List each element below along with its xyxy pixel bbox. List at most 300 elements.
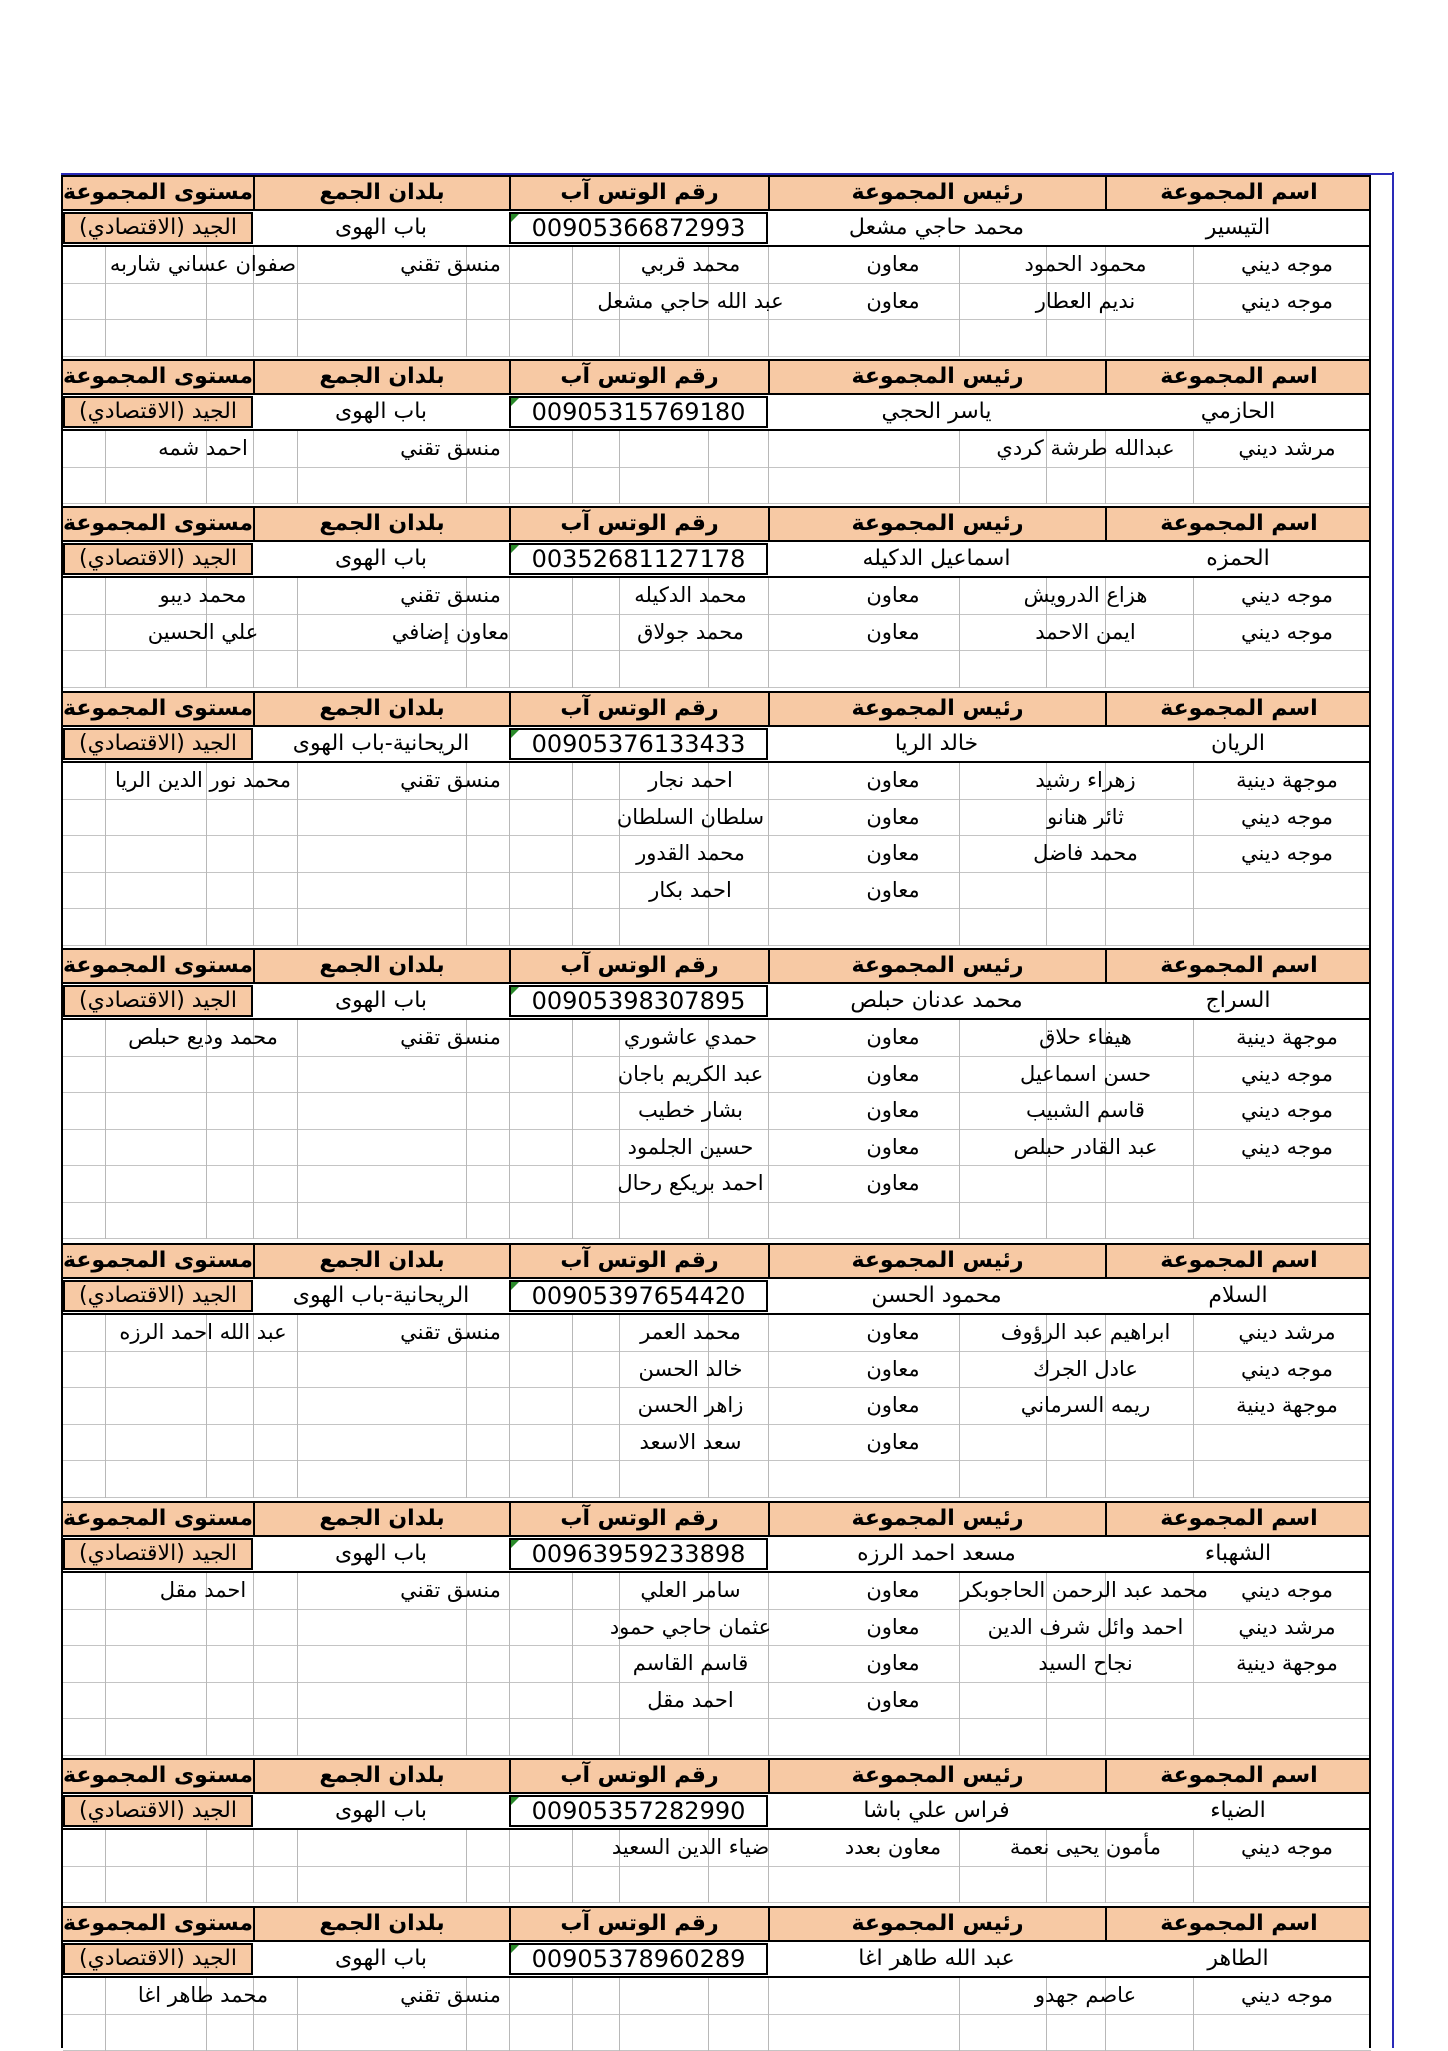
group-level: الجيد (الاقتصادي) [63,1943,253,1975]
assistant-name: احمد نجار [648,768,733,792]
group-main-row [63,1794,1371,1830]
assistant-role: معاون [866,1025,920,1049]
whatsapp-number-text: 00352681127178 [531,545,746,573]
staff-role: موجه ديني [1240,1134,1334,1159]
group-name: الحمزه [1206,546,1270,571]
coordinator-role [343,1093,558,1129]
staff-row [63,1425,1371,1461]
header-level: مستوى المجموعة [63,364,253,389]
assistant-name: محمد قربي [640,252,741,276]
assistant-name: محمد الدكيله [634,583,747,607]
staff-name [963,873,1208,909]
group-header-row [63,1906,1371,1942]
cell-comment-marker [511,214,519,222]
assistant-name: حسين الجلمود [627,1134,754,1159]
grid-line [63,1497,1371,1498]
group-header-row [63,506,1371,542]
header-location: بلدان الجمع [253,693,509,725]
header-whatsapp: رقم الوتس آب [509,177,768,209]
coordinator-name [63,1166,343,1202]
assistant-name: احمد بكار [649,877,732,902]
coordinator-name [63,1610,343,1646]
assistant-role: معاون [866,1061,920,1086]
whatsapp-number-text: 00905378960289 [531,1945,746,1973]
group-block [63,506,1371,688]
staff-name: ايمن الاحمد [1035,619,1136,644]
group-leader: عبد الله طاهر اغا [858,1946,1015,1971]
assistant-role: معاون [866,619,920,644]
group-block [63,691,1371,946]
header-whatsapp: رقم الوتس آب [509,1245,768,1277]
assistant-name: حمدي عاشوري [623,1025,758,1049]
staff-name: هزاع الدرويش [1023,583,1148,607]
group-level: الجيد (الاقتصادي) [63,1795,253,1827]
staff-row [63,1020,1371,1056]
header-group-name: اسم المجموعة [1105,508,1371,540]
header-group-name: اسم المجموعة [1105,1908,1371,1940]
group-main-row [63,1279,1371,1315]
group-level: الجيد (الاقتصادي) [63,396,253,428]
staff-row [63,615,1371,651]
header-level: مستوى المجموعة [63,696,253,721]
staff-role: موجهة دينية [1236,1393,1338,1417]
group-name: الطاهر [1207,1946,1269,1971]
header-whatsapp: رقم الوتس آب [509,1760,768,1792]
whatsapp-number[interactable] [509,1280,768,1312]
group-header-row [63,948,1371,984]
header-location: بلدان الجمع [253,1503,509,1535]
group-block [63,1243,1371,1498]
group-name: السلام [1208,1283,1268,1308]
staff-role: موجه ديني [1240,288,1334,313]
staff-role [1203,1166,1371,1202]
coordinator-name [63,1683,343,1719]
staff-row [63,1093,1371,1129]
coordinator-name [63,836,343,872]
assistant-name [558,431,823,467]
group-leader: فراس علي باشا [863,1798,1010,1823]
assistant-role: معاون [866,768,920,792]
whatsapp-number[interactable] [509,1795,768,1827]
header-group-name: اسم المجموعة [1105,950,1371,982]
group-header-row [63,691,1371,727]
coordinator-role [343,1057,558,1093]
staff-row [63,1315,1371,1351]
group-header-row [63,359,1371,395]
grid-line [63,687,1371,688]
group-main-row [63,984,1371,1020]
header-leader: رئيس المجموعة [768,1760,1105,1792]
staff-role: موجه ديني [1240,619,1334,644]
staff-role [1203,1425,1371,1461]
group-leader: محمود الحسن [871,1283,1002,1308]
grid-line [63,503,1371,504]
staff-name: حسن اسماعيل [1019,1061,1152,1086]
coordinator-role [343,1352,558,1388]
group-block [63,1758,1371,1903]
group-name: التيسير [1205,215,1271,240]
whatsapp-number-text: 00905357282990 [531,1797,746,1825]
header-whatsapp: رقم الوتس آب [509,1908,768,1940]
coordinator-role [343,1830,558,1866]
assistant-role: معاون [866,1687,920,1712]
header-group-name: اسم المجموعة [1105,1503,1371,1535]
group-leader: خالد الريا [894,731,979,756]
grid-line [63,1902,1371,1903]
assistant-role: معاون [866,1098,920,1122]
whatsapp-number[interactable] [509,985,768,1017]
pickup-location: الريحانية-باب الهوى [292,1283,470,1308]
assistant-role: معاون [866,804,920,829]
assistant-name: عبد الله حاجي مشعل [597,288,784,313]
pickup-location: باب الهوى [334,1946,428,1971]
assistant-role: معاون [866,841,920,865]
cell-comment-marker [511,987,519,995]
header-leader: رئيس المجموعة [768,693,1105,725]
coordinator-name: محمد وديع حبلص [128,1025,278,1049]
coordinator-role: منسق تقني [400,583,501,607]
coordinator-role: منسق تقني [400,1025,501,1049]
staff-name [963,1166,1208,1202]
assistant-role: معاون [866,288,920,313]
group-leader: ياسر الحجي [881,399,992,424]
coordinator-role [343,1388,558,1424]
assistant-role: معاون [866,1429,920,1454]
coordinator-name [63,284,343,320]
staff-name: نجاح السيد [1038,1651,1133,1675]
coordinator-role [343,1646,558,1682]
group-main-row [63,211,1371,247]
assistant-name: خالد الحسن [638,1356,743,1381]
pickup-location: الريحانية-باب الهوى [292,731,470,756]
coordinator-role [343,1610,558,1646]
header-group-name: اسم المجموعة [1105,1760,1371,1792]
group-level: الجيد (الاقتصادي) [63,1280,253,1312]
whatsapp-number-text: 00905398307895 [531,987,746,1015]
assistant-role: معاون [866,1171,920,1195]
group-main-row [63,542,1371,578]
coordinator-name: صفوان عساني شاربه [109,252,297,276]
staff-name: محمد عبد الرحمن الحاجوبكر [960,1578,1208,1602]
header-location: بلدان الجمع [253,1245,509,1277]
whatsapp-number[interactable] [509,1538,768,1570]
staff-role [1203,873,1371,909]
coordinator-name: احمد شمه [158,436,248,460]
whatsapp-number-text: 00905366872993 [531,214,746,242]
group-main-row [63,1942,1371,1978]
coordinator-name [63,1388,343,1424]
header-level: مستوى المجموعة [63,1911,253,1936]
header-group-name: اسم المجموعة [1105,361,1371,393]
group-block [63,359,1371,504]
header-location: بلدان الجمع [253,950,509,982]
coordinator-role [343,1425,558,1461]
staff-name: عبدالله طرشة كردي [996,436,1175,460]
staff-role: موجه ديني [1240,1835,1334,1859]
coordinator-name: محمد ديبو [159,583,247,607]
staff-name: عبد القادر حبلص [1013,1134,1158,1159]
whatsapp-number-text: 00905376133433 [531,730,746,758]
header-location: بلدان الجمع [253,361,509,393]
assistant-name: سعد الاسعد [639,1429,742,1454]
assistant-name [558,1978,823,2014]
header-leader: رئيس المجموعة [768,1908,1105,1940]
staff-name: احمد وائل شرف الدين [987,1614,1184,1639]
pickup-location: باب الهوى [334,546,428,571]
staff-name: عادل الجرك [1033,1356,1138,1381]
group-block [63,1501,1371,1756]
assistant-name: سامر العلي [640,1578,741,1602]
assistant-name: زاهر الحسن [637,1393,744,1417]
coordinator-name: محمد نور الدين الريا [115,768,291,792]
coordinator-role [343,836,558,872]
group-block [63,175,1371,357]
group-leader: محمد عدنان حبلص [850,988,1023,1013]
staff-row [63,247,1371,283]
group-name: الريان [1211,731,1265,756]
staff-role: موجه ديني [1240,1356,1334,1381]
pickup-location: باب الهوى [334,215,428,240]
coordinator-role [343,1166,558,1202]
staff-row [63,1388,1371,1424]
header-location: بلدان الجمع [253,508,509,540]
header-level: مستوى المجموعة [63,1248,253,1273]
staff-role: مرشد ديني [1238,1614,1336,1639]
whatsapp-number[interactable] [509,1943,768,1975]
staff-name: هيفاء حلاق [1039,1025,1132,1049]
staff-name: محمد فاضل [1033,841,1138,865]
staff-row [63,1610,1371,1646]
assistant-role: معاون [866,1651,920,1675]
grid-line [63,1755,1371,1756]
assistant-name: محمد جولاق [637,619,744,644]
staff-row [63,1646,1371,1682]
assistant-role: معاون [866,1614,920,1639]
group-main-row [63,727,1371,763]
group-level: الجيد (الاقتصادي) [63,212,253,244]
assistant-name: قاسم القاسم [632,1651,749,1675]
staff-row [63,1352,1371,1388]
header-leader: رئيس المجموعة [768,1245,1105,1277]
staff-row [63,763,1371,799]
staff-name: زهراء رشيد [1035,768,1136,792]
staff-role: مرشد ديني [1238,1320,1336,1344]
staff-row [63,1830,1371,1866]
cell-comment-marker [511,1797,519,1805]
assistant-role: معاون [866,1578,920,1602]
staff-row [63,1683,1371,1719]
header-leader: رئيس المجموعة [768,361,1105,393]
coordinator-role: منسق تقني [400,1983,501,2007]
staff-row [63,800,1371,836]
header-group-name: اسم المجموعة [1105,693,1371,725]
coordinator-name [63,1646,343,1682]
header-group-name: اسم المجموعة [1105,1245,1371,1277]
assistant-name: بشار خطيب [638,1098,743,1122]
header-level: مستوى المجموعة [63,180,253,205]
header-whatsapp: رقم الوتس آب [509,693,768,725]
header-level: مستوى المجموعة [63,953,253,978]
staff-role: موجه ديني [1240,841,1334,865]
coordinator-name [63,873,343,909]
coordinator-name [63,1425,343,1461]
assistant-role: معاون [866,1393,920,1417]
staff-role: مرشد ديني [1238,436,1336,460]
header-leader: رئيس المجموعة [768,177,1105,209]
cell-comment-marker [511,1945,519,1953]
group-level: الجيد (الاقتصادي) [63,1538,253,1570]
coordinator-name [63,800,343,836]
coordinator-role: منسق تقني [400,1320,501,1344]
grid-line [63,945,1371,946]
coordinator-name: عبد الله احمد الرزه [119,1320,287,1344]
staff-role: موجه ديني [1240,1098,1334,1122]
staff-name: ريمه السرماني [1020,1393,1151,1417]
assistant-role: معاون [866,1134,920,1159]
group-header-row [63,1243,1371,1279]
staff-role: موجهة دينية [1236,768,1338,792]
staff-role: موجه ديني [1240,804,1334,829]
whatsapp-number-text: 00905397654420 [531,1282,746,1310]
coordinator-role: منسق تقني [400,1578,501,1602]
coordinator-name: محمد طاهر اغا [137,1983,269,2007]
coordinator-name [63,1093,343,1129]
group-level: الجيد (الاقتصادي) [63,728,253,760]
staff-row [63,873,1371,909]
header-whatsapp: رقم الوتس آب [509,508,768,540]
staff-row [63,1978,1371,2014]
assistant-name: عثمان حاجي حمود [609,1614,772,1639]
coordinator-name: علي الحسين [147,619,259,644]
pickup-location: باب الهوى [334,988,428,1013]
whatsapp-number-text: 00963959233898 [531,1540,746,1568]
grid-line [63,356,1371,357]
cell-comment-marker [511,398,519,406]
cell-comment-marker [511,730,519,738]
assistant-name: عبد الكريم باجان [617,1061,764,1086]
staff-role: موجه ديني [1240,1061,1334,1086]
group-name: السراج [1205,988,1271,1013]
staff-row [63,431,1371,467]
staff-name: محمود الحمود [1024,252,1147,276]
staff-role: موجهة دينية [1236,1651,1338,1675]
cell-comment-marker [511,1540,519,1548]
coordinator-role [343,1130,558,1166]
assistant-name: احمد مقل [647,1687,734,1712]
coordinator-role: منسق تقني [400,436,501,460]
staff-row [63,1573,1371,1609]
group-name: الشهباء [1204,1541,1272,1566]
header-whatsapp: رقم الوتس آب [509,361,768,393]
header-level: مستوى المجموعة [63,1763,253,1788]
group-level: الجيد (الاقتصادي) [63,985,253,1017]
grid-line [63,1238,1371,1239]
coordinator-role [343,873,558,909]
staff-name: عاصم جهدو [1034,1983,1137,2007]
header-location: بلدان الجمع [253,1908,509,1940]
header-group-name: اسم المجموعة [1105,177,1371,209]
header-leader: رئيس المجموعة [768,508,1105,540]
coordinator-role [343,800,558,836]
header-leader: رئيس المجموعة [768,950,1105,982]
sheet-gutter [1371,175,1392,2048]
pickup-location: باب الهوى [334,1798,428,1823]
staff-role: موجه ديني [1240,583,1334,607]
assistant-name: سلطان السلطان [616,804,765,829]
assistant-name: احمد بريكع رحال [617,1171,764,1195]
staff-row [63,578,1371,614]
pickup-location: باب الهوى [334,1541,428,1566]
header-location: بلدان الجمع [253,177,509,209]
header-leader: رئيس المجموعة [768,1503,1105,1535]
coordinator-name [63,1130,343,1166]
group-block [63,1906,1371,2051]
group-header-row [63,1758,1371,1794]
assistant-role: معاون [866,1356,920,1381]
assistant-role [823,431,963,467]
group-block [63,948,1371,1239]
staff-row [63,1057,1371,1093]
header-whatsapp: رقم الوتس آب [509,950,768,982]
header-level: مستوى المجموعة [63,511,253,536]
coordinator-role [343,284,558,320]
group-leader: مسعد احمد الرزه [857,1541,1016,1566]
whatsapp-number[interactable] [509,396,768,428]
group-main-row [63,1537,1371,1573]
staff-role: موجهة دينية [1236,1025,1338,1049]
staff-name [963,1425,1208,1461]
group-leader: محمد حاجي مشعل [848,215,1025,240]
whatsapp-number[interactable] [509,728,768,760]
whatsapp-number-text: 00905315769180 [531,398,746,426]
whatsapp-number[interactable] [509,543,768,575]
header-location: بلدان الجمع [253,1760,509,1792]
assistant-role [823,1978,963,2014]
coordinator-name [63,1057,343,1093]
staff-role [1203,1683,1371,1719]
group-name: الحازمي [1200,399,1276,424]
group-main-row [63,395,1371,431]
staff-name: نديم العطار [1035,288,1136,313]
group-level: الجيد (الاقتصادي) [63,543,253,575]
coordinator-name [63,1830,343,1866]
staff-name: مأمون يحيى نعمة [1009,1835,1162,1859]
coordinator-role: معاون إضافي [391,619,510,644]
header-level: مستوى المجموعة [63,1506,253,1531]
coordinator-role: منسق تقني [400,252,501,276]
cell-comment-marker [511,545,519,553]
staff-name: ابراهيم عبد الرؤوف [1000,1320,1171,1344]
pickup-location: باب الهوى [334,399,428,424]
staff-row [63,1130,1371,1166]
coordinator-role [343,1683,558,1719]
group-header-row [63,1501,1371,1537]
assistant-name: محمد العمر [640,1320,741,1344]
staff-row [63,284,1371,320]
coordinator-name: احمد مقل [159,1578,247,1602]
coordinator-role: منسق تقني [400,768,501,792]
group-name: الضياء [1210,1798,1266,1823]
assistant-role: معاون [866,877,920,902]
group-leader: اسماعيل الدكيله [862,546,1011,571]
header-whatsapp: رقم الوتس آب [509,1503,768,1535]
assistant-role: معاون [866,583,920,607]
page-border [1392,172,1394,2048]
whatsapp-number[interactable] [509,212,768,244]
group-header-row [63,175,1371,211]
assistant-name: ضياء الدين السعيد [611,1835,770,1859]
staff-role: موجه ديني [1240,252,1334,276]
